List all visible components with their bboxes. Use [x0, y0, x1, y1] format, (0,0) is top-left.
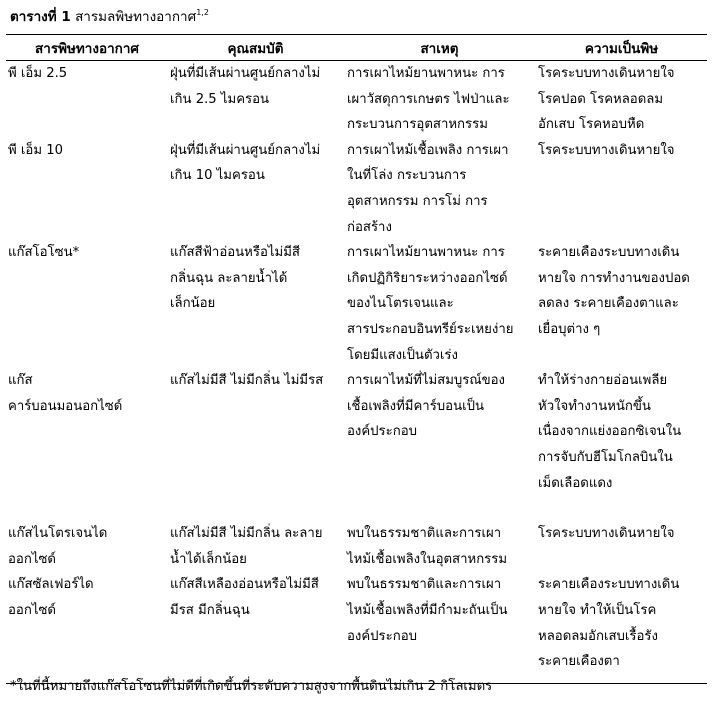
cell-text-line: หัวใจทำงานหนักขึ้น: [538, 398, 651, 414]
table-row: [6, 138, 707, 240]
cell-text-line: เกิน 2.5 ไมครอน: [170, 91, 270, 107]
cell-property: [168, 61, 343, 138]
cell-text-line: ก่อสร้าง: [347, 219, 392, 235]
cell-text-line: องค์ประกอบ: [347, 424, 417, 440]
header-toxicity: ความเป็นพิษ: [536, 35, 707, 61]
cell-text-line: เนื่องจากแย่งออกซิเจนใน: [538, 424, 682, 440]
cell-cause: [343, 572, 536, 683]
cell-text-line: การเผาไหม้เชื้อเพลิง การเผา: [347, 142, 509, 158]
cell-text-line: หายใจ การทำงานของปอด: [538, 270, 690, 286]
cell-toxicity: [536, 61, 707, 138]
cell-cause: [343, 61, 536, 138]
cell-toxicity: [536, 572, 707, 683]
cell-text-line: คาร์บอนมอนอกไซด์: [8, 398, 123, 414]
header-cause: สาเหตุ: [343, 35, 536, 61]
cell-text-line: โรคระบบทางเดินหายใจ: [538, 66, 675, 81]
cell-pollutant: [6, 521, 168, 572]
cell-text-line: น้ำได้เล็กน้อย: [170, 551, 247, 567]
cell-text-line: กลิ่นฉุน ละลายน้ำได้: [170, 270, 288, 286]
table-header-row: [6, 35, 707, 61]
table-row: [6, 368, 707, 521]
cell-text-line: แก๊สสีฟ้าอ่อนหรือไม่มีสี: [170, 245, 300, 261]
cell-toxicity: [536, 138, 707, 240]
cell-text-line: เชื้อเพลิงที่มีคาร์บอนเป็น: [347, 398, 484, 414]
footnote: *ในที่นี้หมายถึงแก๊สโอโซนที่ไม่ดีที่เกิดขึ้นที่ระดับความสูงจากพื้นดินไม่เกิน 2 กิโลเมตร: [10, 679, 493, 694]
cell-cause: [343, 138, 536, 240]
cell-text-line: พี เอ็ม 10: [8, 142, 63, 158]
cell-text-line: แก๊สไม่มีสี ไม่มีกลิ่น ไม่มีรส: [170, 373, 324, 389]
cell-pollutant: [6, 240, 168, 368]
cell-text-line: มีรส มีกลิ่นฉุน: [170, 602, 250, 618]
cell-text-line: เยื่อบุต่าง ๆ: [538, 321, 601, 337]
table-row: [6, 521, 707, 572]
table-caption: [10, 8, 209, 26]
cell-property: [168, 521, 343, 572]
cell-text-line: แก๊สซัลเฟอร์ได: [8, 577, 94, 593]
cell-property: [168, 138, 343, 240]
cell-text-line: แก๊สไม่มีสี ไม่มีกลิ่น ละลาย: [170, 526, 323, 542]
cell-property: [168, 572, 343, 683]
cell-text-line: ในที่โล่ง กระบวนการ: [347, 168, 467, 184]
cell-cause: [343, 368, 536, 521]
cell-text-line: อักเสบ โรคหอบหืด: [538, 117, 645, 133]
cell-text-line: ของไนโตรเจนและ: [347, 296, 454, 312]
cell-toxicity: [536, 240, 707, 368]
cell-text-line: โรคระบบทางเดินหายใจ: [538, 526, 675, 542]
table-body: [6, 61, 707, 684]
table-caption-label: ตารางที่ 1: [10, 9, 71, 25]
cell-text-line: เกิน 10 ไมครอน: [170, 168, 265, 184]
cell-cause: [343, 521, 536, 572]
cell-pollutant: [6, 138, 168, 240]
cell-text-line: การเผาไหม้ยานพาหนะ การ: [347, 66, 505, 81]
cell-text-line: แก๊ส: [8, 373, 33, 389]
cell-text-line: ไหม้เชื้อเพลิงที่มีกำมะถันเป็น: [347, 602, 508, 618]
table-header: [6, 35, 707, 61]
cell-text-line: โรคระบบทางเดินหายใจ: [538, 142, 675, 158]
cell-cause: [343, 240, 536, 368]
air-pollutants-table: [6, 34, 707, 684]
table-row: [6, 240, 707, 368]
cell-pollutant: [6, 368, 168, 521]
cell-toxicity: [536, 368, 707, 521]
cell-text-line: โรคปอด โรคหลอดลม: [538, 91, 664, 107]
cell-text-line: พี เอ็ม 2.5: [8, 66, 68, 81]
cell-text-line: โดยมีแสงเป็นตัวเร่ง: [347, 347, 458, 363]
cell-text-line: พบในธรรมชาติและการเผา: [347, 526, 502, 542]
cell-text-line: องค์ประกอบ: [347, 628, 417, 644]
header-property: คุณสมบัติ: [168, 35, 343, 61]
cell-text-line: แก๊สสีเหลืองอ่อนหรือไม่มีสี: [170, 577, 319, 593]
cell-text-line: แก๊สไนโตรเจนได: [8, 526, 108, 542]
cell-text-line: ระคายเคืองตา: [538, 654, 620, 670]
cell-text-line: ระคายเคืองระบบทางเดิน: [538, 577, 680, 593]
cell-text-line: แก๊สโอโซน*: [8, 245, 80, 261]
table-row: [6, 572, 707, 683]
cell-text-line: ออกไซด์: [8, 551, 56, 567]
cell-text-line: การเผาไหม้ที่ไม่สมบูรณ์ของ: [347, 373, 505, 389]
cell-text-line: กระบวนการอุตสาหกรรม: [347, 117, 488, 133]
cell-text-line: หลอดลมอักเสบเรื้อรัง: [538, 628, 658, 644]
cell-text-line: ฝุ่นที่มีเส้นผ่านศูนย์กลางไม่: [170, 66, 321, 81]
cell-text-line: การเผาไหม้ยานพาหนะ การ: [347, 245, 505, 261]
table-caption-reference: 1,2: [196, 8, 209, 17]
cell-text-line: เกิดปฏิกิริยาระหว่างออกไซด์: [347, 270, 508, 286]
cell-pollutant: [6, 572, 168, 683]
cell-text-line: เผาวัสดุการเกษตร ไฟป่าและ: [347, 91, 510, 107]
cell-toxicity: [536, 521, 707, 572]
cell-text-line: สารประกอบอินทรีย์ระเหยง่าย: [347, 321, 514, 337]
cell-property: [168, 368, 343, 521]
cell-text-line: ออกไซด์: [8, 602, 56, 618]
cell-text-line: เล็กน้อย: [170, 296, 216, 312]
cell-text-line: ไหม้เชื้อเพลิงในอุตสาหกรรม: [347, 551, 508, 567]
cell-text-line: ระคายเคืองระบบทางเดิน: [538, 245, 680, 261]
cell-text-line: หายใจ ทำให้เป็นโรค: [538, 602, 657, 618]
header-pollutant: สารพิษทางอากาศ: [6, 35, 168, 61]
cell-text-line: ลดลง ระคายเคืองตาและ: [538, 296, 679, 312]
cell-text-line: การจับกับฮีโมโกลบินใน: [538, 449, 673, 465]
table-row: [6, 61, 707, 138]
cell-text-line: อุตสาหกรรม การโม่ การ: [347, 193, 488, 209]
cell-text-line: ฝุ่นที่มีเส้นผ่านศูนย์กลางไม่: [170, 142, 321, 158]
cell-text-line: พบในธรรมชาติและการเผา: [347, 577, 502, 593]
cell-property: [168, 240, 343, 368]
cell-text-line: เม็ดเลือดแดง: [538, 475, 613, 491]
cell-pollutant: [6, 61, 168, 138]
table-caption-text: สารมลพิษทางอากาศ: [75, 9, 197, 25]
cell-text-line: ทำให้ร่างกายอ่อนเพลีย: [538, 373, 668, 389]
